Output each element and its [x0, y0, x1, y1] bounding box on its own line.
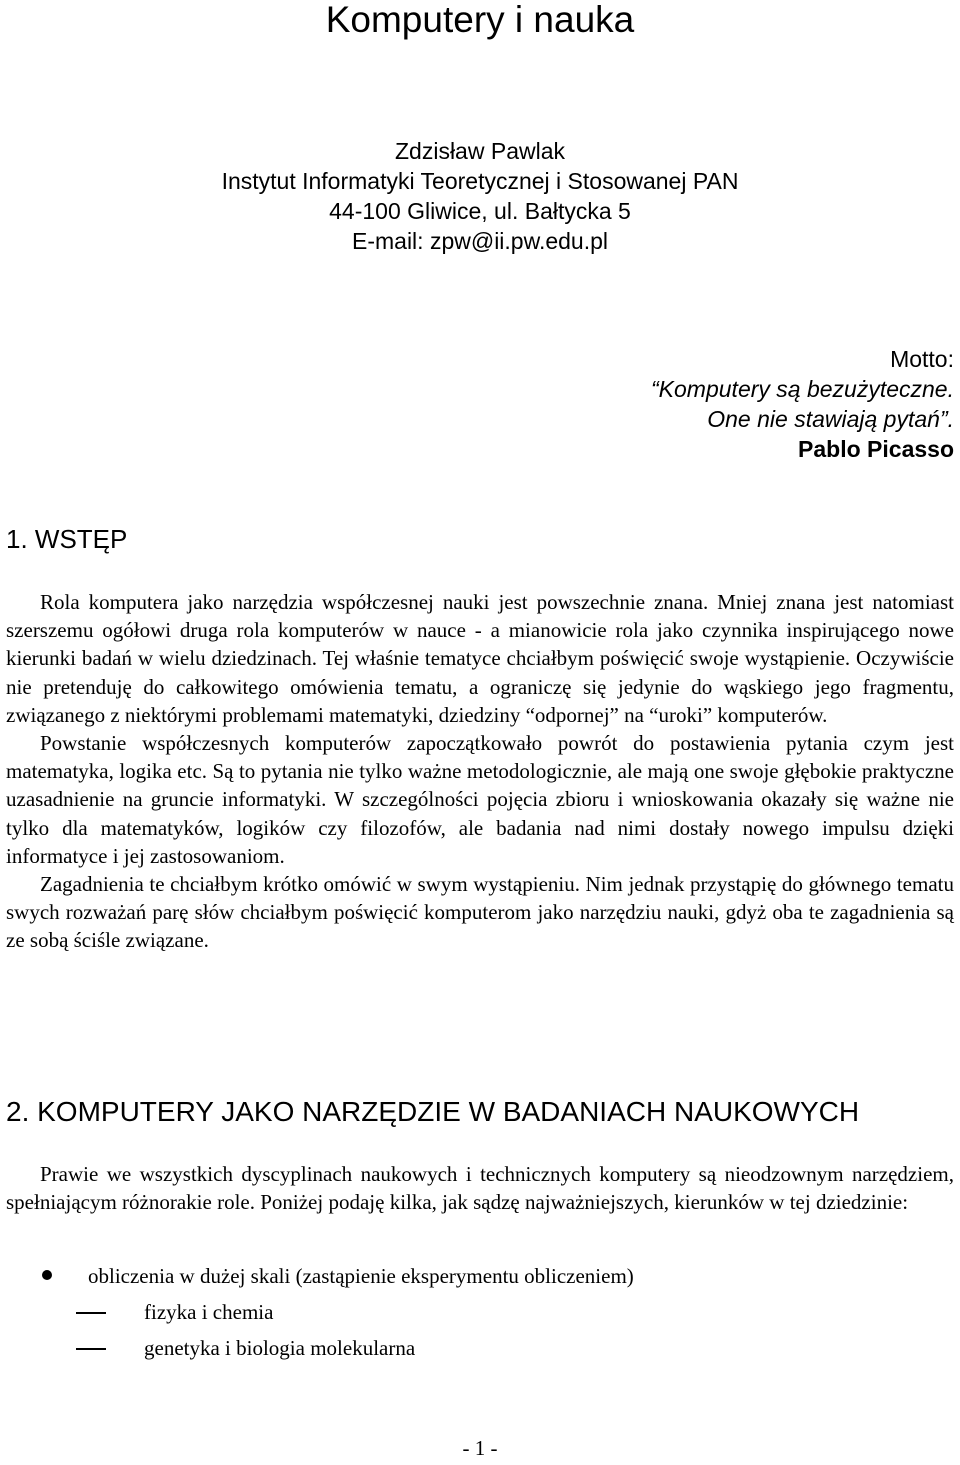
bullet-icon: [42, 1270, 52, 1280]
paragraph: Prawie we wszystkich dyscyplinach naukowych i technicznych komputery są nieodzownym narzędziem, spełniającym różnorakie role. Poniżej podaję kilka, jak sądzę najważniejszych, kierunków w tej dziedzinie:: [6, 1162, 954, 1215]
author-email: E-mail: zpw@ii.pw.edu.pl: [352, 228, 608, 254]
author-name: Zdzisław Pawlak: [395, 138, 565, 164]
paragraph: Rola komputera jako narzędzia współczesnej nauki jest powszechnie znana. Mniej znana jest natomiast szerszemu ogółowi druga rola komputerów w nauce - a mianowicie rola jako czynnika inspirującego nowe kierunki badań w wielu dziedzinach. Tej właśnie tematyce chciałbym poświęcić swoje wystąpienie. Oczywiście nie pretenduję do całkowitego omówienia tematu, a ograniczę się jedynie do wąskiego jego fragmentu, związanego z niektórymi problemami matematyki, dziedziny “odpornej” na “uroki” komputerów.: [6, 590, 954, 727]
section-1-heading: 1. WSTĘP: [6, 524, 128, 554]
section-1-body: [6, 588, 954, 955]
author-block: [0, 136, 960, 256]
author-address: 44-100 Gliwice, ul. Bałtycka 5: [329, 198, 631, 224]
list-subitem: [6, 1294, 954, 1330]
page-number: - 1 -: [462, 1436, 498, 1460]
list-subitem-text: fizyka i chemia: [144, 1300, 274, 1324]
paragraph: Zagadnienia te chciałbym krótko omówić w swym wystąpieniu. Nim jednak przystąpię do głównego tematu swych rozważań parę słów chciałbym poświęcić komputerom jako narzędziu nauki, gdyż oba te zagadnienia są ze sobą ściśle związane.: [6, 872, 954, 953]
list-item-text: obliczenia w dużej skali (zastąpienie eksperymentu obliczeniem): [88, 1264, 634, 1288]
list-subitem-text: genetyka i biologia molekularna: [144, 1336, 416, 1360]
paragraph: Powstanie współczesnych komputerów zapoczątkowało powrót do postawienia pytania czym jest matematyka, logika etc. Są to pytania nie tylko ważne metodologicznie, ale mają one swoje głębokie praktyczne uzasadnienie na gruncie informatyki. W szczególności pojęcia zbioru i wnioskowania okazały się ważne nie tylko dla matematyków, logików czy filozofów, ale badania nad nimi dostały nowego impulsu dzięki informatyce i jej zastosowaniom.: [6, 731, 954, 868]
list-item: [6, 1258, 954, 1294]
motto-block: [651, 344, 954, 464]
bullet-list: [6, 1258, 954, 1366]
author-institute: Instytut Informatyki Teoretycznej i Stosowanej PAN: [221, 168, 739, 194]
motto-quote-line-1: “Komputery są bezużyteczne.: [651, 376, 954, 402]
motto-label: Motto:: [890, 346, 954, 372]
motto-quote-line-2: One nie stawiają pytań”.: [707, 406, 954, 432]
list-subitem: [6, 1330, 954, 1366]
section-2-heading: 2. KOMPUTERY JAKO NARZĘDZIE W BADANIACH NAUKOWYCH: [6, 1096, 860, 1127]
section-2-body: [6, 1160, 954, 1216]
dash-icon: [76, 1312, 106, 1314]
dash-icon: [76, 1348, 106, 1350]
document-title: Komputery i nauka: [325, 0, 635, 40]
motto-author: Pablo Picasso: [798, 436, 954, 462]
